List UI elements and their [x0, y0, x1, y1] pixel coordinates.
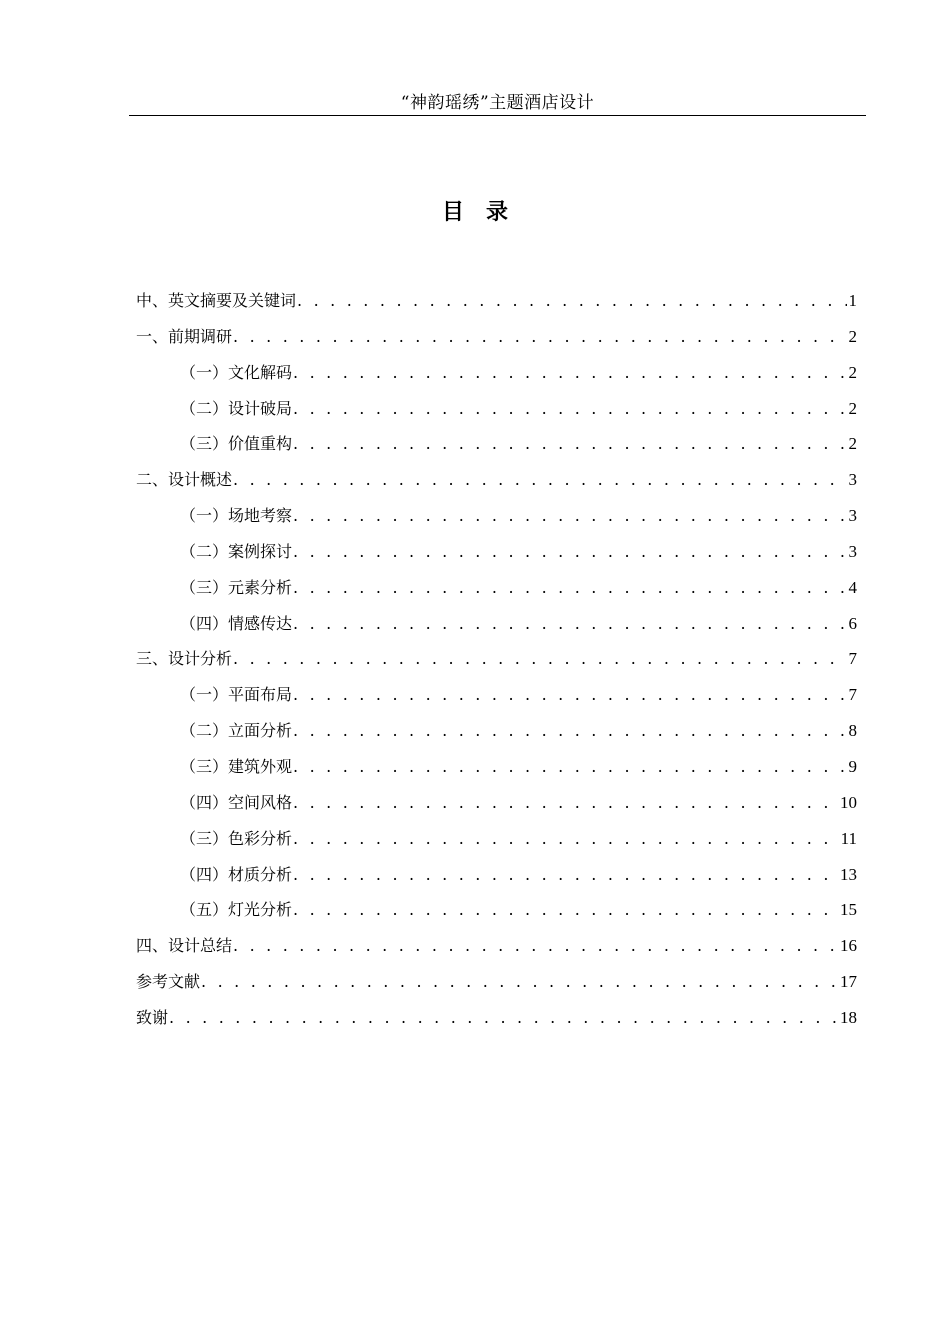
toc-entry[interactable] [136, 534, 857, 570]
toc-entry-page: 1 [848, 291, 857, 310]
toc-entry[interactable] [136, 892, 857, 928]
page-header: “神韵瑶绣”主题酒店设计 [400, 93, 595, 113]
toc-entry-page: 3 [848, 470, 857, 490]
toc-entry-page: 8 [848, 721, 857, 741]
toc-entry-label: （二）立面分析 [180, 721, 293, 741]
toc-dot-leader [293, 570, 846, 606]
toc-entry[interactable] [136, 857, 857, 893]
toc-dot-leader [293, 677, 846, 713]
toc-entry-page: 6 [848, 613, 857, 633]
toc-dot-leader [201, 964, 838, 1000]
toc-dot-leader [293, 498, 846, 534]
toc-entry-page: 10 [840, 792, 857, 812]
toc-entry-label: （五）灯光分析 [180, 900, 293, 920]
toc-entry-label: （二）案例探讨 [180, 541, 293, 561]
toc-dot-leader [293, 821, 839, 857]
toc-entry-page: 17 [840, 972, 857, 992]
toc-entry-label: 三、设计分析 [136, 649, 233, 669]
toc-entry-page: 13 [840, 864, 857, 884]
toc-entry[interactable] [136, 498, 857, 534]
toc-entry[interactable] [136, 319, 857, 355]
toc-entry-label: （二）设计破局 [180, 398, 293, 418]
toc-entry-page: 2 [848, 398, 857, 418]
toc-entry[interactable] [136, 606, 857, 642]
toc-entry[interactable] [136, 928, 857, 964]
toc-entry-page: 7 [848, 685, 857, 705]
toc-dot-leader [169, 1000, 838, 1036]
toc-entry[interactable] [136, 391, 857, 427]
toc-entry-page: 11 [840, 828, 857, 848]
toc-entry[interactable] [136, 570, 857, 606]
toc-dot-leader [293, 857, 838, 893]
toc-dot-leader [233, 641, 846, 677]
toc-dot-leader [233, 319, 846, 355]
toc-entry[interactable] [136, 677, 857, 713]
toc-entry-page: 18 [840, 1007, 857, 1027]
toc-entry-page: 2 [848, 362, 857, 382]
toc-entry-label: 四、设计总结 [136, 936, 233, 956]
toc-dot-leader [293, 713, 846, 749]
toc-dot-leader [293, 391, 846, 427]
toc-entry[interactable] [136, 426, 857, 462]
toc-entry-page: 7 [848, 649, 857, 669]
toc-entry-label: 中、英文摘要及关键词 [136, 291, 297, 310]
header-rule [129, 115, 866, 116]
toc-entry-page: 3 [848, 541, 857, 561]
toc-entry[interactable] [136, 462, 857, 498]
toc-dot-leader [293, 426, 846, 462]
toc-entry[interactable] [136, 964, 857, 1000]
toc-dot-leader [233, 462, 846, 498]
toc-entry-label: （四）空间风格 [180, 792, 293, 812]
toc-entry-label: 致谢 [136, 1007, 169, 1027]
toc-entry[interactable] [136, 283, 857, 319]
toc-entry[interactable] [136, 1000, 857, 1036]
toc-entry-page: 2 [848, 434, 857, 454]
toc-dot-leader [293, 785, 838, 821]
toc-entry-label: （一）场地考察 [180, 506, 293, 526]
toc-entry[interactable] [136, 355, 857, 391]
toc-entry[interactable] [136, 713, 857, 749]
toc-entry-page: 9 [848, 756, 857, 776]
toc-entry-page: 2 [848, 326, 857, 346]
toc-entry[interactable] [136, 785, 857, 821]
toc-dot-leader [293, 749, 846, 785]
toc-entry-label: 参考文献 [136, 972, 201, 992]
toc-entry-page: 4 [848, 577, 857, 597]
toc-entry-label: （一）平面布局 [180, 685, 293, 705]
toc-entry[interactable] [136, 749, 857, 785]
toc-entry-label: （三）元素分析 [180, 577, 293, 597]
toc-entry-label: （三）色彩分析 [180, 828, 293, 848]
toc-entry-page: 3 [848, 506, 857, 526]
toc-dot-leader [297, 283, 846, 319]
toc-entry-page: 16 [840, 936, 857, 956]
toc-entry-label: 二、设计概述 [136, 470, 233, 490]
toc-dot-leader [293, 892, 838, 928]
toc-dot-leader [293, 606, 846, 642]
toc-entry[interactable] [136, 821, 857, 857]
toc-entry-page: 15 [840, 900, 857, 920]
toc-list [136, 283, 857, 1036]
toc-dot-leader [233, 928, 838, 964]
toc-dot-leader [293, 534, 846, 570]
toc-entry-label: （三）建筑外观 [180, 756, 293, 776]
toc-entry-label: （四）材质分析 [180, 864, 293, 884]
toc-entry-label: （四）情感传达 [180, 613, 293, 633]
toc-title: 目录 [441, 200, 530, 225]
toc-entry-label: 一、前期调研 [136, 326, 233, 346]
toc-entry-label: （三）价值重构 [180, 434, 293, 454]
toc-entry-label: （一）文化解码 [180, 362, 293, 382]
toc-dot-leader [293, 355, 846, 391]
toc-entry[interactable] [136, 641, 857, 677]
